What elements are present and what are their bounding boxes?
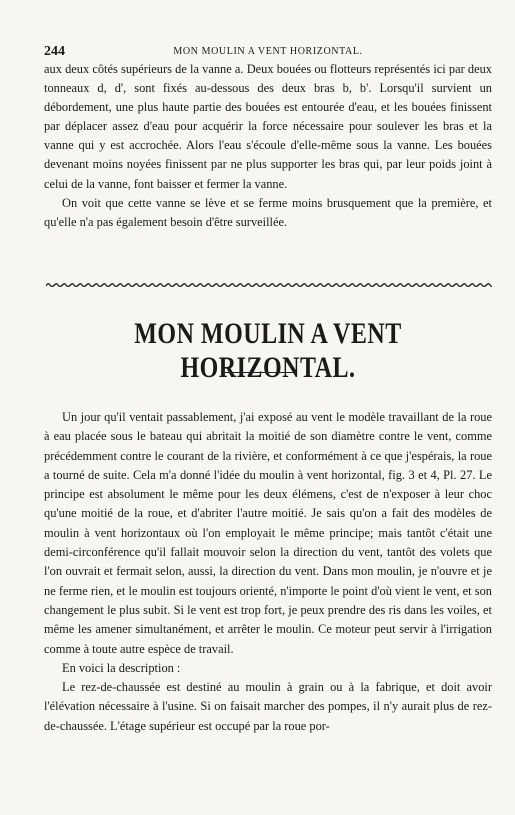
page-header	[44, 44, 492, 60]
paragraph: En voici la description :	[62, 660, 181, 675]
page-number: 244	[44, 44, 65, 59]
paragraph: On voit que cette vanne se lève et se ferme moins brusquement que la première, et qu'elle n'a pas également besoin d'être surveillée.	[44, 195, 492, 229]
chapter-text-block	[44, 408, 492, 736]
continued-text-block	[44, 60, 492, 232]
running-title: MON MOULIN A VENT HORIZONTAL.	[173, 46, 363, 57]
title-rule	[221, 372, 297, 373]
chapter-title: MON MOULIN A VENT HORIZONTAL.	[134, 318, 402, 385]
paragraph: Un jour qu'il ventait passablement, j'ai exposé au vent le modèle travaillant de la roue à eau placée sous le bateau qui abritait la moitié de son diamètre contre le vent, comme précédemment contre le courant de la rivière, et conformément à ce que j'espérais, la roue a tourné de suite. Cela m'a donné l'idée du moulin à vent horizontal, fig. 3 et 4, Pl. 27. Le principe est absolument le même pour les deux élémens, c'est de n'exposer à leur choc qu'une moitié de la roue, et d'abriter l'autre moitié. Je sais qu'on a fait des modèles de moulin à vent horizontaux où l'on employait le même principe; mais tantôt c'était une demi-circonférence qu'il fallait mouvoir selon la direction du vent, tantôt des volets que l'on ouvrait et fermait selon, aussi, la direction du vent. Dans mon moulin, je n'ouvre et je ne ferme rien, et le moulin est toujours orienté, n'importe le point d'où vient le vent, et son changement le plus subit. Si le vent est trop fort, je peux prendre des ris dans les voiles, et même les amener simultanément, et arrêter le moulin. Ce moteur peut servir à l'irrigation comme à toute autre espèce de travail.	[44, 410, 492, 656]
ornamental-divider	[46, 282, 492, 288]
paragraph: aux deux côtés supérieurs de la vanne a. Deux bouées ou flotteurs représentés ici par deux tonneaux d, d', sont fixés au-dessous des deux bras b, b'. Lorsqu'il survient un débordement, une plus haute partie des bouées est entourée d'eau, et les bouées finissent par déplacer assez d'eau pour acquérir la force nécessaire pour soulever les bras et la vanne qui y est accrochée. Alors l'eau s'écoule d'elle-même sous la vanne. Les bouées devenant moins noyées finissent par ne plus supporter les bras qui, par leur poids joint à celui de la vanne, font baisser et fermer la vanne.	[44, 62, 492, 191]
paragraph: Le rez-de-chaussée est destiné au moulin à grain ou à la fabrique, et doit avoir l'élévation nécessaire à l'usine. Si on faisait marcher des pompes, il n'y aurait plus de rez-de-chaussée. L'étage supérieur est occupé par la roue por-	[44, 680, 492, 733]
